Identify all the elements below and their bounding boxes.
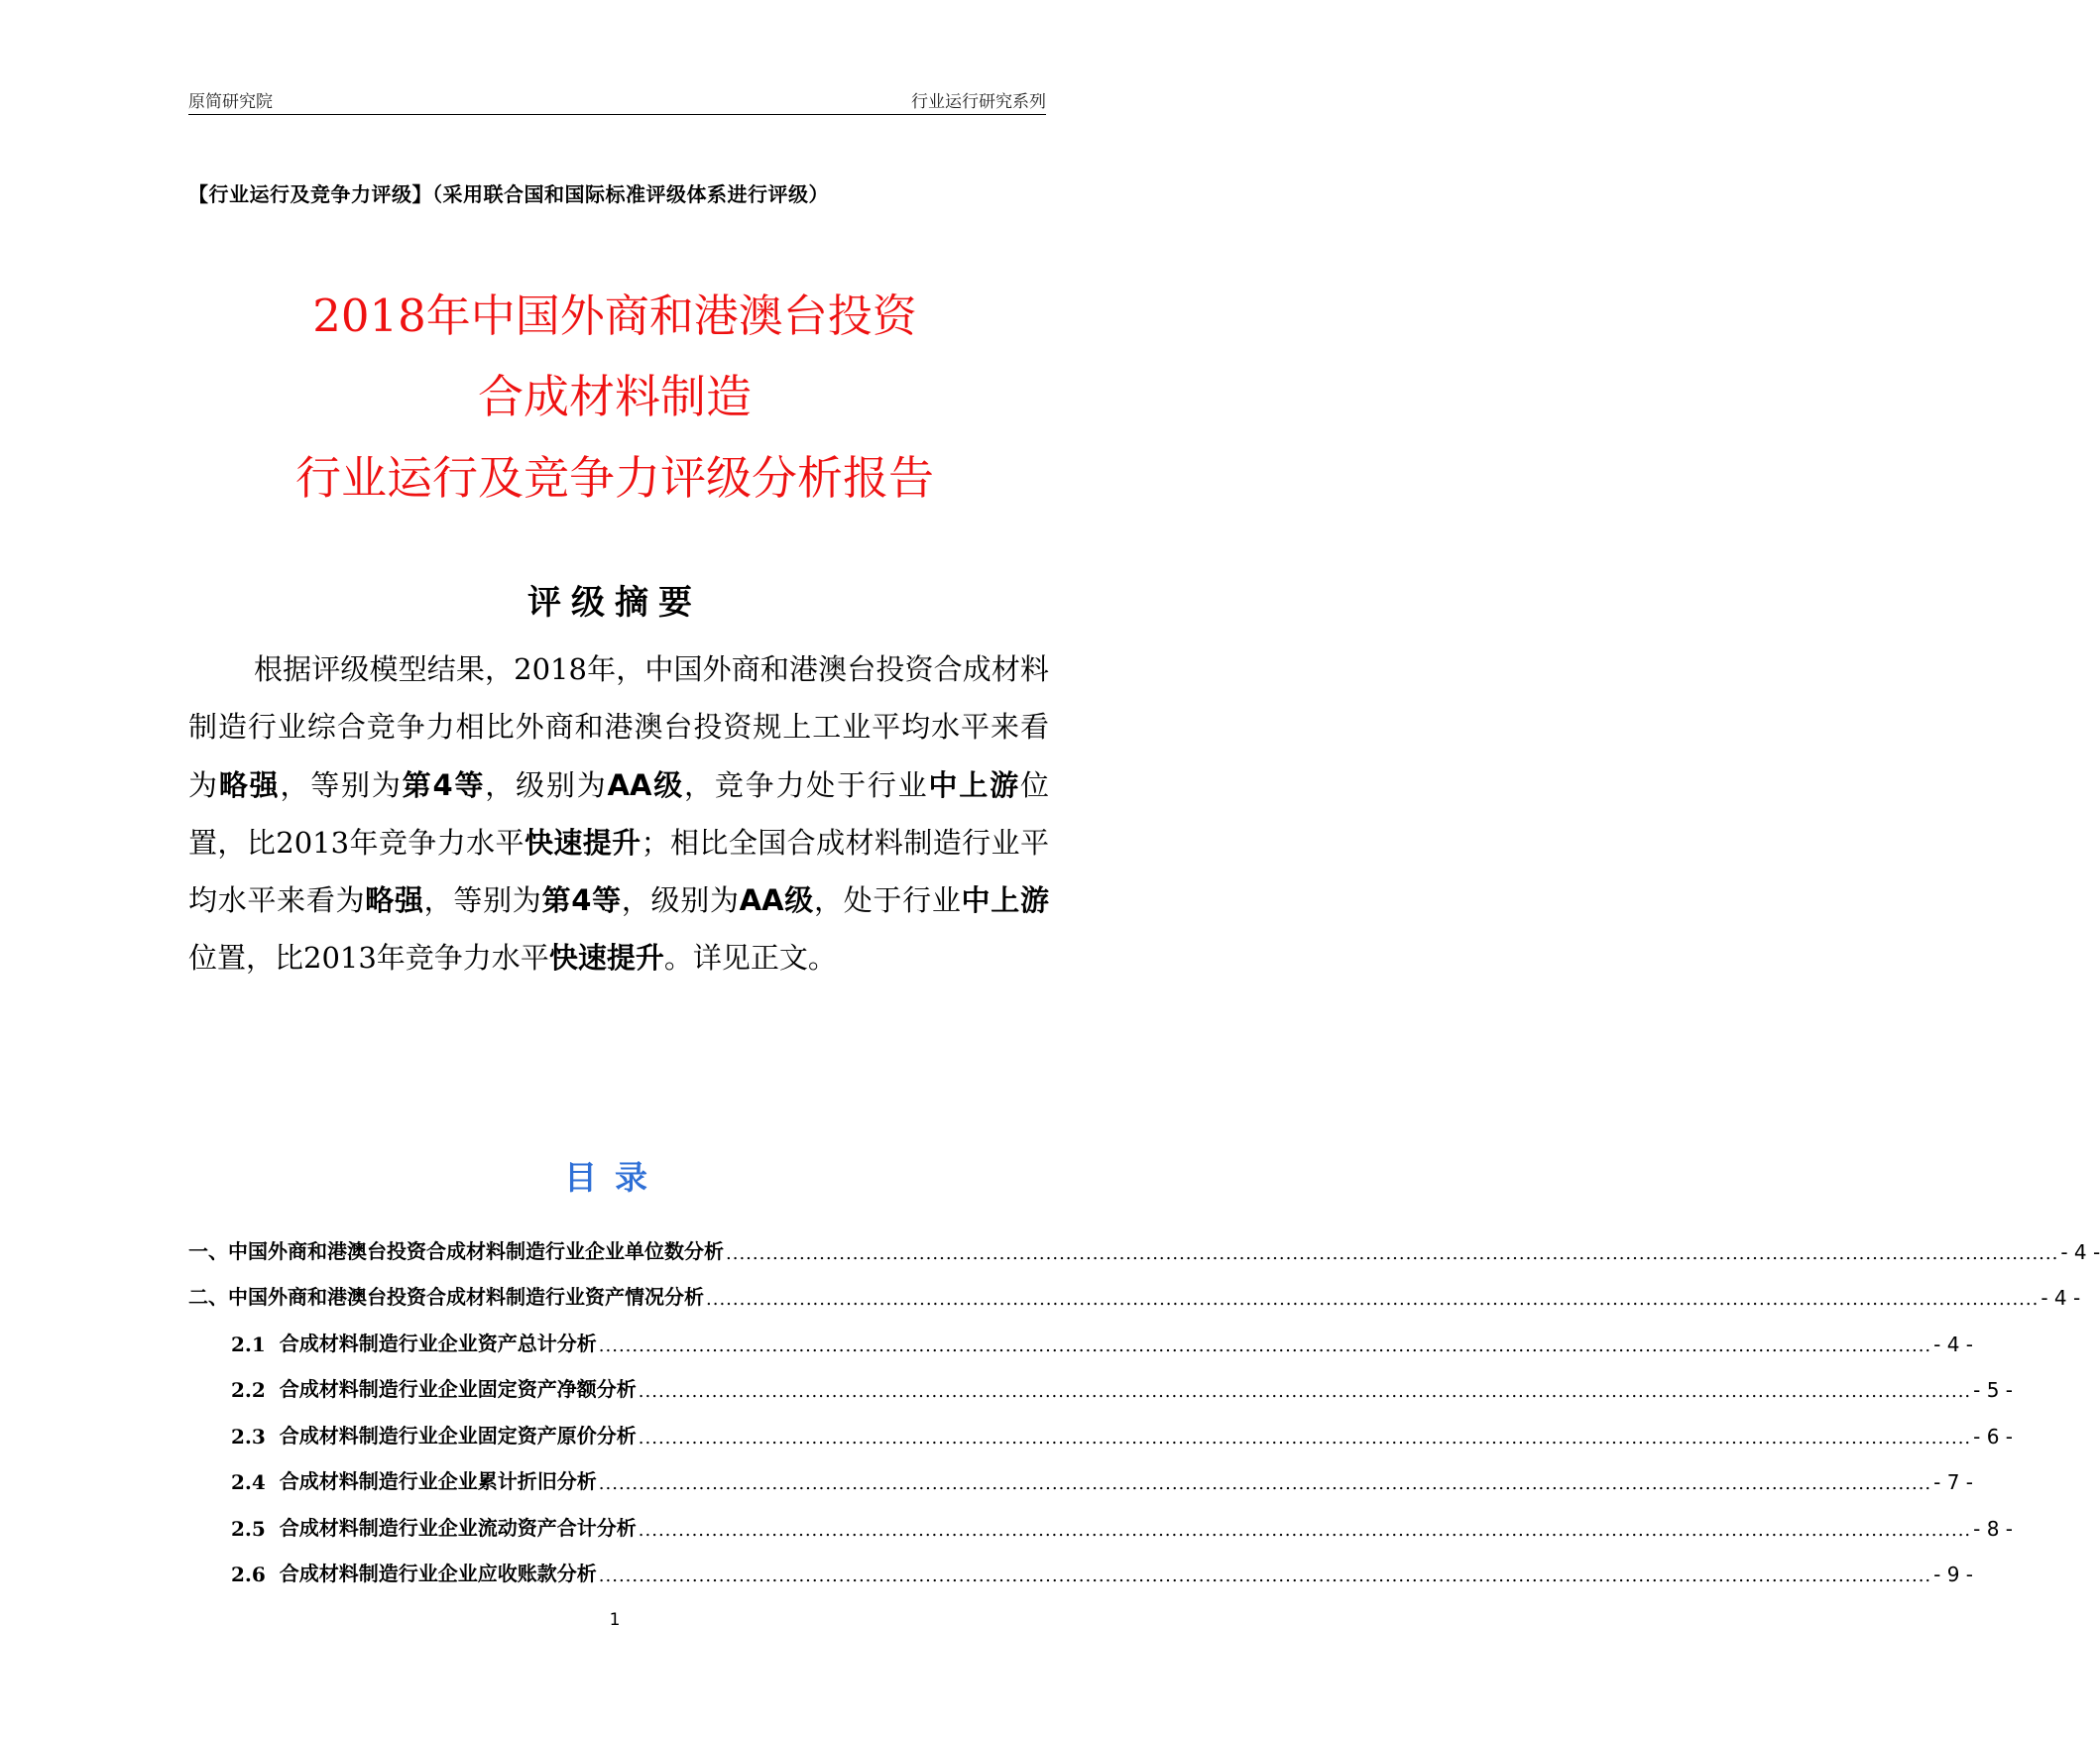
abstract-heading: 评级摘要 — [527, 583, 702, 623]
toc-entry-number: 2.4 — [231, 1470, 266, 1494]
abstract-text: 位置，比2013年竞争力水平 — [188, 767, 1049, 860]
toc-entry-number: 2.5 — [231, 1516, 266, 1541]
abstract-emphasis: 第4等 — [541, 883, 622, 918]
toc-dot-leader: ........................................................................................................................................................................................................ — [638, 1381, 1972, 1402]
header-publisher: 原简研究院 — [188, 92, 273, 112]
toc-dot-leader: ........................................................................................................................................................................................................ — [638, 1519, 1972, 1541]
toc-entry-number: 2.3 — [231, 1424, 266, 1449]
abstract-text: 根据评级模型结果，2018年，中国外商和港澳台投资合成材料制造行业综合竞争力相比外商和港澳台投资规上工业平均水平来看为 — [188, 652, 1049, 802]
toc-dot-leader: ........................................................................................................................................................................................................ — [598, 1473, 1932, 1494]
rating-note: 【行业运行及竞争力评级】（采用联合国和国际标准评级体系进行评级） — [188, 182, 829, 206]
toc-entry-page: - 4 - — [2041, 1286, 2081, 1310]
toc-entry-page: - 4 - — [2060, 1239, 2100, 1264]
toc-entry-label: 二、中国外商和港澳台投资合成材料制造行业资产情况分析 — [188, 1285, 704, 1309]
abstract-emphasis: 快速提升 — [548, 941, 664, 976]
toc-entry[interactable] — [188, 1264, 2081, 1311]
abstract-text: 位置，比2013年竞争力水平 — [188, 941, 549, 976]
toc-entry-page: - 7 - — [1933, 1470, 1974, 1494]
abstract-emphasis: 略强 — [365, 883, 424, 918]
toc-dot-leader: ........................................................................................................................................................................................................ — [598, 1565, 1932, 1586]
page-number: 1 — [609, 1610, 621, 1630]
toc-entry-page: - 9 - — [1933, 1563, 1974, 1586]
abstract-emphasis: 中上游 — [928, 767, 1020, 802]
report-title-line-3: 行业运行及竞争力评级分析报告 — [295, 451, 934, 505]
toc-heading: 目录 — [564, 1158, 665, 1197]
toc-dot-leader: ........................................................................................................................................................................................................ — [638, 1427, 1972, 1449]
toc-entry-page: - 4 - — [1933, 1332, 1974, 1356]
toc-entry-number: 2.6 — [231, 1563, 266, 1586]
toc-entry[interactable] — [188, 1356, 2014, 1403]
toc-entry-label: 合成材料制造行业企业资产总计分析 — [279, 1331, 597, 1355]
abstract-paragraph — [188, 640, 1049, 987]
toc-entry[interactable] — [188, 1310, 1974, 1356]
header-divider — [188, 114, 1046, 115]
toc-entry-label: 合成材料制造行业企业应收账款分析 — [279, 1562, 597, 1585]
header-series: 行业运行研究系列 — [911, 92, 1046, 112]
toc-entry[interactable] — [188, 1541, 1974, 1587]
toc-entry-label: 合成材料制造行业企业固定资产原价分析 — [279, 1423, 637, 1448]
abstract-emphasis: 略强 — [218, 767, 281, 802]
toc-entry-page: - 5 - — [1973, 1378, 2014, 1402]
toc-entry[interactable] — [188, 1402, 2014, 1449]
toc-entry[interactable] — [188, 1494, 2014, 1541]
abstract-text: ，级别为 — [485, 767, 608, 802]
toc-entry-number: 2.1 — [231, 1332, 266, 1356]
toc-entry-label: 合成材料制造行业企业流动资产合计分析 — [279, 1515, 637, 1540]
report-title-line-1: 2018年中国外商和港澳台投资 — [312, 290, 917, 342]
abstract-emphasis: 快速提升 — [524, 825, 642, 860]
toc-entry-number: 2.2 — [231, 1378, 266, 1402]
toc-entry[interactable] — [188, 1217, 2100, 1264]
abstract-text: 。详见正文。 — [663, 941, 837, 976]
abstract-emphasis: 第4等 — [402, 767, 486, 802]
toc-dot-leader: ........................................................................................................................................................................................................ — [706, 1289, 2040, 1310]
abstract-text: ，等别为 — [280, 767, 403, 802]
page-header — [188, 87, 1046, 113]
toc-entry-label: 一、中国外商和港澳台投资合成材料制造行业企业单位数分析 — [188, 1238, 724, 1263]
toc-entry-page: - 8 - — [1973, 1516, 2014, 1541]
table-of-contents — [188, 1217, 2100, 1586]
abstract-text: ；相比全国合成材料制造行业平均水平来看为 — [188, 825, 1049, 918]
abstract-emphasis: AA级 — [607, 767, 685, 802]
abstract-emphasis: 中上游 — [961, 883, 1049, 918]
toc-entry-label: 合成材料制造行业企业累计折旧分析 — [279, 1469, 597, 1493]
abstract-text: ，等别为 — [423, 883, 542, 918]
toc-entry-label: 合成材料制造行业企业固定资产净额分析 — [279, 1377, 637, 1401]
report-title-line-2: 合成材料制造 — [478, 370, 752, 423]
toc-dot-leader: ........................................................................................................................................................................................................ — [598, 1334, 1932, 1356]
toc-entry-page: - 6 - — [1973, 1424, 2014, 1449]
abstract-text: ，处于行业 — [813, 883, 962, 918]
toc-dot-leader: ........................................................................................................................................................................................................ — [726, 1242, 2059, 1264]
abstract-text: ，级别为 — [621, 883, 740, 918]
toc-entry[interactable] — [188, 1449, 1974, 1495]
abstract-text: ，竞争力处于行业 — [684, 767, 929, 802]
abstract-emphasis: AA级 — [739, 883, 814, 918]
